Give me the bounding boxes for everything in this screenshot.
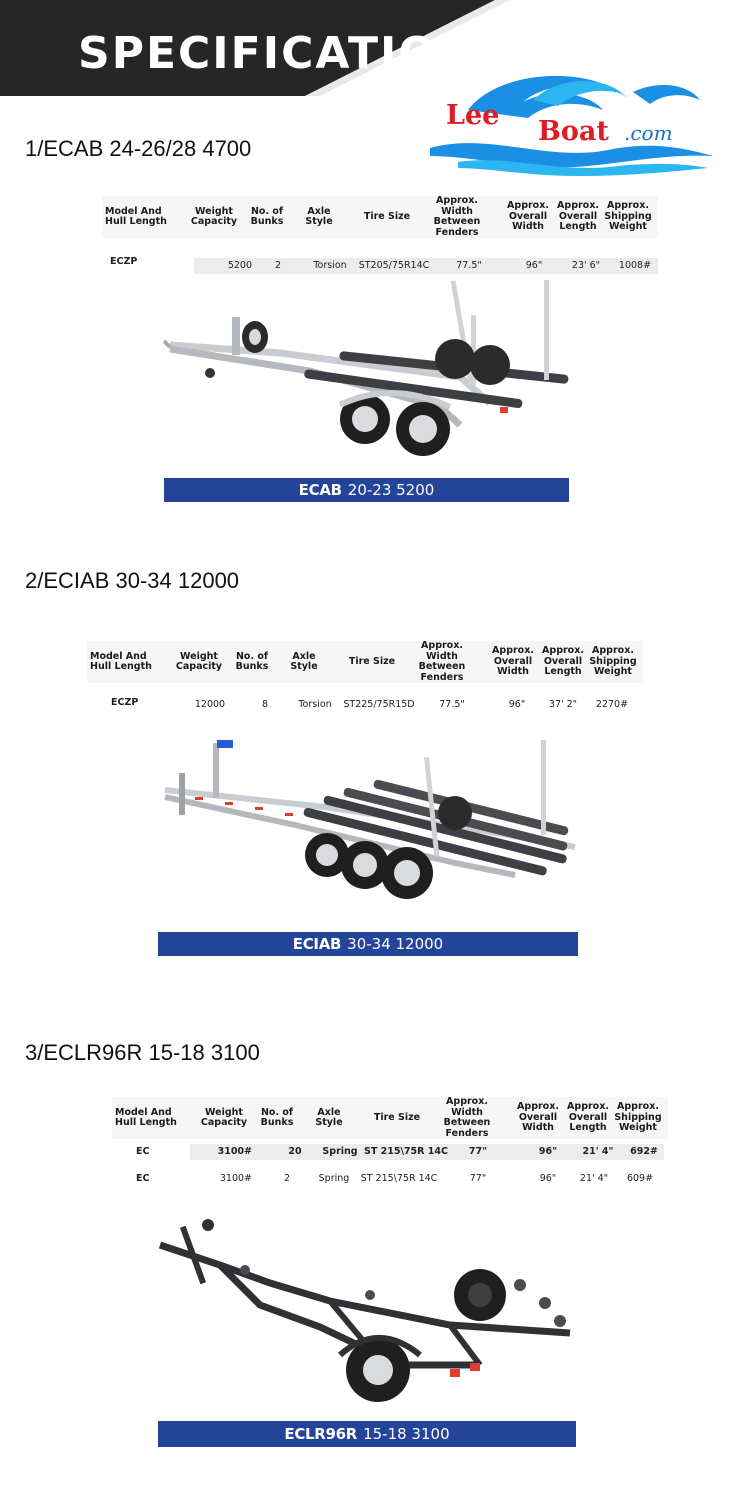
- page-title: SPECIFICATIONS: [78, 28, 511, 79]
- header-weight: Weight Capacity: [190, 205, 238, 227]
- cell-width: 96": [539, 1173, 557, 1184]
- cell-bunks: 8: [261, 699, 269, 710]
- logo-text-boat: Boat: [538, 116, 609, 147]
- cell-axle: Torsion: [298, 699, 332, 710]
- header-fenders: Approx. Width Between Fenders: [443, 1096, 491, 1139]
- banner-text: 20-23 5200: [347, 481, 435, 499]
- cell-tire: ST225/75R15D: [343, 699, 415, 710]
- cell-width: 96": [508, 699, 526, 710]
- cell-fenders: 77.5": [456, 260, 482, 271]
- table-row: [112, 1144, 668, 1160]
- cell-model: ECZP: [110, 256, 138, 267]
- header-fenders: Approx. Width Between Fenders: [418, 640, 466, 683]
- banner-text: 15-18 3100: [363, 1425, 450, 1443]
- header-bunks: No. of Bunks: [250, 205, 284, 227]
- cell-shipping: 692#: [630, 1146, 658, 1157]
- cell-bunks: 2: [274, 260, 282, 271]
- cell-length: 21' 4": [579, 1173, 609, 1184]
- header-model: Model And Hull Length: [90, 650, 152, 672]
- spec-table-header: [112, 1097, 668, 1139]
- cell-length: 37' 2": [548, 699, 578, 710]
- cell-weight: 3100#: [219, 1173, 252, 1184]
- spec-table-1: [102, 196, 658, 276]
- banner-model: ECLR96R: [284, 1425, 358, 1443]
- table-row: [87, 696, 643, 712]
- header-model: Model And Hull Length: [115, 1106, 177, 1128]
- header-length: Approx. Overall Length: [557, 200, 599, 233]
- leeboat-logo[interactable]: [428, 70, 718, 178]
- section-heading-2: 2/ECIAB 30-34 12000: [25, 568, 240, 593]
- cell-shipping: 2270#: [595, 699, 629, 710]
- cell-tire: ST 215\75R 14C: [360, 1173, 438, 1184]
- header-length: Approx. Overall Length: [542, 645, 584, 678]
- header-weight: Weight Capacity: [175, 650, 223, 672]
- model-banner-3: [158, 1421, 576, 1447]
- cell-tire: ST 215\75R 14C: [364, 1146, 448, 1157]
- cell-model: EC: [136, 1173, 150, 1184]
- trailer-photo-eclr96r: [150, 1215, 590, 1415]
- header-shipping: Approx. Shipping Weight: [614, 1101, 662, 1134]
- spec-table-header: [87, 641, 643, 683]
- section-heading-3: 3/ECLR96R 15-18 3100: [25, 1040, 260, 1065]
- cell-axle: Spring: [318, 1173, 350, 1184]
- banner-model: ECAB: [298, 481, 342, 499]
- cell-width: 96": [538, 1146, 558, 1157]
- cell-weight: 12000: [194, 699, 226, 710]
- cell-axle: Spring: [322, 1146, 358, 1157]
- trailer-photo-eciab: [155, 735, 585, 915]
- header-shipping: Approx. Shipping Weight: [589, 645, 637, 678]
- trailer-photo-ecab: [160, 275, 580, 475]
- header-tire: Tire Size: [373, 1111, 421, 1123]
- model-banner-1: [164, 478, 569, 502]
- header-fenders: Approx. Width Between Fenders: [433, 195, 481, 238]
- model-banner-2: [158, 932, 578, 956]
- table-row: [112, 1171, 668, 1187]
- header-width: Approx. Overall Width: [507, 200, 549, 233]
- header-tire: Tire Size: [348, 655, 396, 667]
- cell-shipping: 1008#: [618, 260, 652, 271]
- spec-table-2: [87, 641, 643, 721]
- banner-model: ECIAB: [292, 935, 342, 953]
- cell-width: 96": [525, 260, 543, 271]
- header-axle: Axle Style: [290, 650, 318, 672]
- cell-length: 23' 6": [571, 260, 601, 271]
- cell-bunks: 2: [283, 1173, 291, 1184]
- section-heading-1: 1/ECAB 24-26/28 4700: [25, 136, 252, 161]
- cell-fenders: 77.5": [439, 699, 465, 710]
- logo-text-lee: Lee: [446, 100, 500, 131]
- cell-fenders: 77": [469, 1173, 487, 1184]
- cell-axle: Torsion: [313, 260, 347, 271]
- cell-length: 21' 4": [582, 1146, 614, 1157]
- cell-bunks: 20: [288, 1146, 302, 1157]
- header-shipping: Approx. Shipping Weight: [604, 200, 652, 233]
- header-weight: Weight Capacity: [200, 1106, 248, 1128]
- cell-model: EC: [136, 1146, 150, 1157]
- header-bunks: No. of Bunks: [260, 1106, 294, 1128]
- cell-weight: 3100#: [217, 1146, 252, 1157]
- header-axle: Axle Style: [305, 205, 333, 227]
- header-tire: Tire Size: [363, 210, 411, 222]
- cell-fenders: 77": [468, 1146, 488, 1157]
- header-length: Approx. Overall Length: [567, 1101, 609, 1134]
- cell-model: ECZP: [111, 697, 139, 708]
- header-bunks: No. of Bunks: [235, 650, 269, 672]
- cell-tire: ST205/75R14C: [358, 260, 430, 271]
- header-model: Model And Hull Length: [105, 205, 167, 227]
- header-width: Approx. Overall Width: [517, 1101, 559, 1134]
- spec-table-3: [112, 1097, 668, 1189]
- banner-text: 30-34 12000: [347, 935, 444, 953]
- logo-text-com: .com: [624, 121, 673, 145]
- cell-shipping: 609#: [626, 1173, 654, 1184]
- cell-weight: 5200: [227, 260, 252, 271]
- header-width: Approx. Overall Width: [492, 645, 534, 678]
- header-axle: Axle Style: [315, 1106, 343, 1128]
- table-row: [102, 258, 658, 274]
- spec-table-header: [102, 196, 658, 238]
